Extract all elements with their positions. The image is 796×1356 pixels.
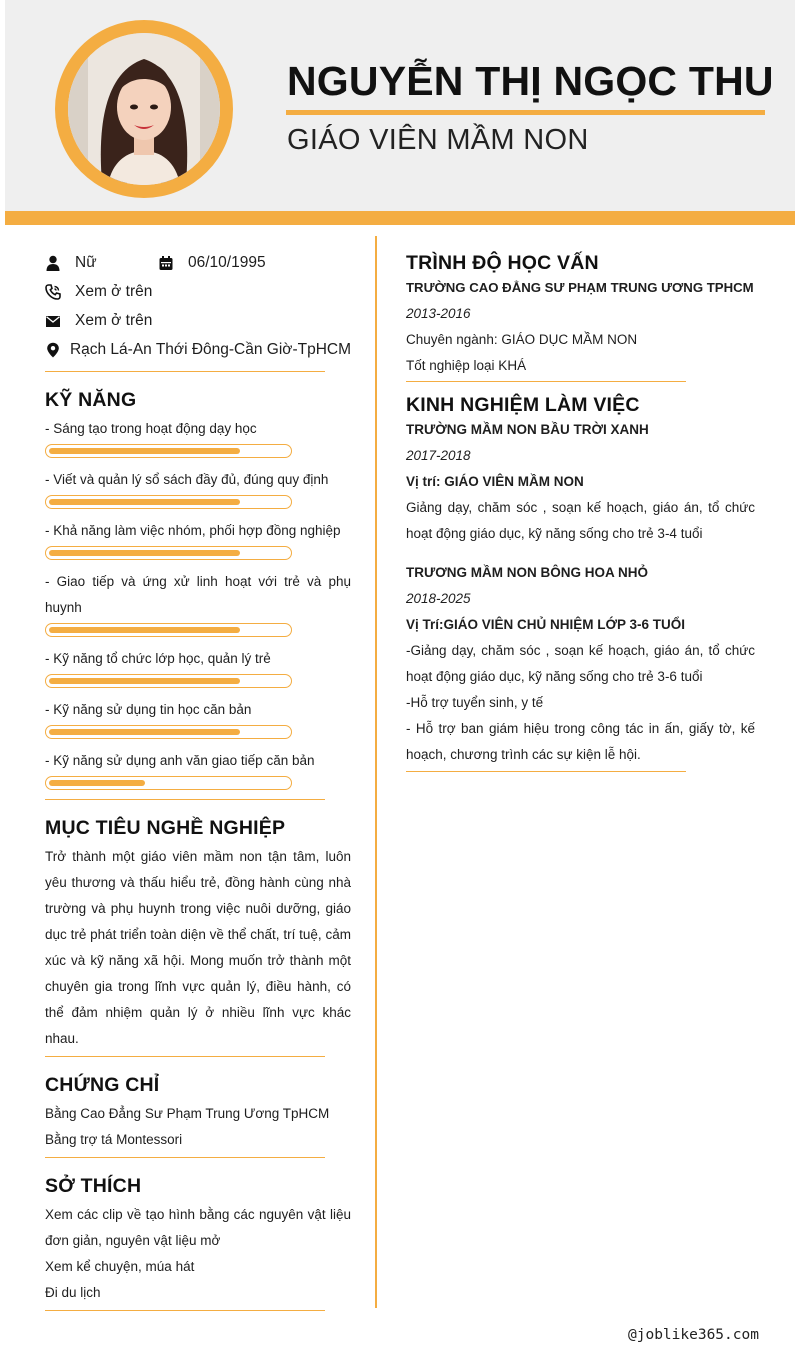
- certificates-title: CHỨNG CHỈ: [45, 1074, 160, 1096]
- section-divider: [45, 1056, 325, 1057]
- experience-company: TRƯỜNG MẦM NON BẦU TRỜI XANH: [406, 422, 649, 437]
- skill-label: - Kỹ năng sử dụng tin học căn bản: [45, 702, 252, 717]
- skill-item: [45, 748, 351, 790]
- skill-bar-fill: [49, 678, 240, 684]
- name-underline: [286, 110, 765, 115]
- education-grade: Tốt nghiệp loại KHÁ: [406, 358, 527, 373]
- section-divider: [406, 381, 686, 382]
- info-gender-birthday: [45, 248, 351, 277]
- header-accent-bar: [5, 211, 795, 225]
- skill-label: - Viết và quản lý sổ sách đầy đủ, đúng quy định: [45, 472, 329, 487]
- calendar-icon: [158, 254, 188, 272]
- certificate-item: Bằng trợ tá Montessori: [45, 1132, 183, 1147]
- skill-item: [45, 697, 351, 739]
- hobbies-title: SỞ THÍCH: [45, 1175, 142, 1197]
- watermark: @joblike365.com: [628, 1327, 759, 1343]
- experience-position: Vị Trí:GIÁO VIÊN CHỦ NHIỆM LỚP 3-6 TUỔI: [406, 617, 686, 632]
- hobbies-list: [45, 1202, 351, 1306]
- experience-detail: -Hỗ trợ tuyển sinh, y tế: [406, 695, 544, 710]
- section-divider: [45, 1157, 325, 1158]
- section-divider: [45, 799, 325, 800]
- email-value[interactable]: Xem ở trên: [75, 311, 153, 329]
- info-address: [45, 335, 351, 364]
- experience-period: 2018-2025: [406, 591, 471, 606]
- skill-item: [45, 518, 351, 560]
- skill-bar-fill: [49, 627, 240, 633]
- envelope-icon: [45, 312, 75, 330]
- skill-item: [45, 416, 351, 458]
- location-pin-icon: [45, 341, 70, 359]
- candidate-name: NGUYỄN THỊ NGỌC THU: [287, 58, 774, 104]
- education-period: 2013-2016: [406, 306, 471, 321]
- avatar: [68, 33, 220, 185]
- left-column: [45, 248, 351, 1311]
- objective-text: Trở thành một giáo viên mầm non tận tâm, luôn yêu thương và thấu hiểu trẻ, đồng hành cùng nhà trường và phụ huynh trong việc nuôi dưỡng, giáo dục trẻ phát triển toàn diện về thể chất, trí tuệ, cảm xúc và kỹ năng xã hội. Mong muốn trở thành một chuyên gia trong lĩnh vực quản lý, điều hành, có thể đảm nhiệm quản lý ở nhiều lĩnh vực khác nhau.: [45, 849, 351, 1046]
- skill-item: [45, 569, 351, 637]
- skill-item: [45, 467, 351, 509]
- skill-bar-fill: [49, 729, 240, 735]
- person-icon: [45, 254, 75, 272]
- education-major: Chuyên ngành: GIÁO DỤC MẦM NON: [406, 332, 638, 347]
- job-title: GIÁO VIÊN MẦM NON: [287, 124, 589, 156]
- hobby-item: Xem các clip về tạo hình bằng các nguyên vật liệu đơn giản, nguyên vật liệu mở: [45, 1207, 351, 1248]
- skills-list: [45, 416, 351, 790]
- experience-position: Vị trí: GIÁO VIÊN MẦM NON: [406, 474, 584, 489]
- portrait-photo: [68, 33, 220, 185]
- phone-value[interactable]: Xem ở trên: [75, 282, 153, 300]
- experience-item: [406, 560, 755, 768]
- birthday-value: 06/10/1995: [188, 253, 266, 271]
- skill-bar: [45, 444, 292, 458]
- skill-bar-fill: [49, 780, 145, 786]
- skill-bar-fill: [49, 550, 240, 556]
- gender-value: Nữ: [75, 253, 97, 271]
- hobby-item: Đi du lịch: [45, 1285, 101, 1300]
- experience-detail: -Giảng dạy, chăm sóc , soạn kế hoạch, giáo án, tổ chức hoạt động giáo dục, kỹ năng sống cho trẻ 3-6 tuổi: [406, 643, 755, 684]
- section-divider: [406, 771, 686, 772]
- right-column: [406, 252, 755, 772]
- skill-label: - Khả năng làm việc nhóm, phối hợp đồng nghiệp: [45, 523, 341, 538]
- section-divider: [45, 1310, 325, 1311]
- address-value: Rạch Lá-An Thới Đông-Cần Giờ-TpHCM: [69, 340, 351, 358]
- skill-bar: [45, 674, 292, 688]
- experience-item: [406, 417, 755, 547]
- skill-bar: [45, 495, 292, 509]
- experience-title: KINH NGHIỆM LÀM VIỆC: [406, 394, 640, 416]
- experience-detail: - Hỗ trợ ban giám hiệu trong công tác in ấn, giấy tờ, kế hoạch, chương trình các sự kiện lễ hội.: [406, 721, 755, 762]
- experience-detail: Giảng dạy, chăm sóc , soạn kế hoạch, giáo án, tổ chức hoạt động giáo dục, kỹ năng sống cho trẻ 3-4 tuổi: [406, 500, 755, 541]
- certificate-item: Bằng Cao Đẳng Sư Phạm Trung Ương TpHCM: [45, 1106, 330, 1121]
- skill-label: - Kỹ năng sử dụng anh văn giao tiếp căn bản: [45, 753, 315, 768]
- info-email: [45, 306, 351, 335]
- education-school: TRƯỜNG CAO ĐẲNG SƯ PHẠM TRUNG ƯƠNG TPHCM: [406, 280, 754, 295]
- certificates-list: [45, 1101, 351, 1153]
- avatar-frame: [55, 20, 233, 198]
- info-phone: [45, 277, 351, 306]
- skill-bar: [45, 546, 292, 560]
- skill-item: [45, 646, 351, 688]
- section-divider: [45, 371, 325, 372]
- objective-title: MỤC TIÊU NGHỀ NGHIỆP: [45, 817, 286, 839]
- skill-bar: [45, 623, 292, 637]
- skill-label: - Sáng tạo trong hoạt động dạy học: [45, 421, 257, 436]
- skill-bar-fill: [49, 499, 240, 505]
- skill-label: - Kỹ năng tổ chức lớp học, quản lý trẻ: [45, 651, 271, 666]
- phone-icon: [45, 283, 75, 301]
- column-divider: [375, 236, 377, 1308]
- skill-bar-fill: [49, 448, 240, 454]
- skills-title: KỸ NĂNG: [45, 389, 137, 411]
- hobby-item: Xem kể chuyện, múa hát: [45, 1259, 195, 1274]
- skill-bar: [45, 725, 292, 739]
- experience-company: TRƯƠNG MẦM NON BÔNG HOA NHỎ: [406, 565, 648, 580]
- experience-period: 2017-2018: [406, 448, 471, 463]
- skill-label: - Giao tiếp và ứng xử linh hoạt với trẻ và phụ huynh: [45, 574, 351, 615]
- education-title: TRÌNH ĐỘ HỌC VẤN: [406, 252, 599, 274]
- skill-bar: [45, 776, 292, 790]
